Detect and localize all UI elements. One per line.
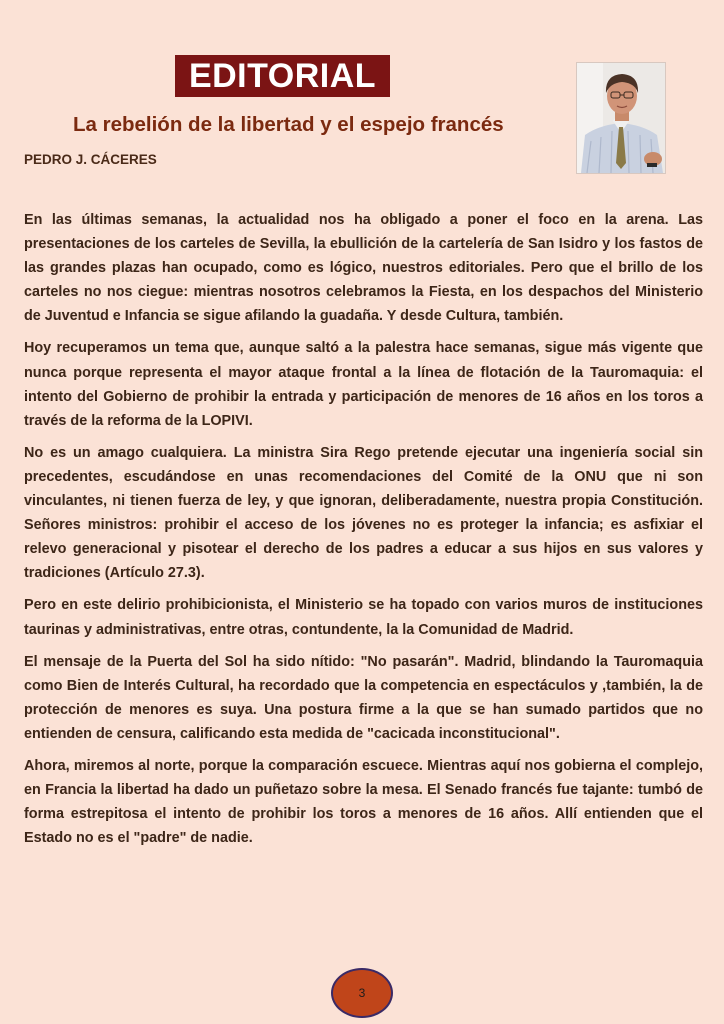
- paragraph: No es un amago cualquiera. La ministra Sira Rego pretende ejecutar una ingeniería social sin precedentes, escudándose en unas recomendaciones del Comité de la ONU que ni son vinculantes, ni tienen fuerza de ley, y que ignoran, deliberadamente, nuestra propia Constitución. Señores ministros: prohibir el acceso de los jóvenes no es proteger la infancia; es asfixiar el relevo generacional y pisotear el derecho de los padres a educar a sus hijos en sus valores y tradiciones (Artículo 27.3).: [24, 444, 703, 582]
- article-body: [24, 208, 703, 858]
- paragraph: Ahora, miremos al norte, porque la comparación escuece. Mientras aquí nos gobierna el complejo, en Francia la libertad ha dado un puñetazo sobre la mesa. El Senado francés fue tajante: tumbó de forma estrepitosa el intento de prohibir los toros a menores de 16 años. Allí entienden que el Estado no es el "padre" de nadie.: [24, 757, 703, 847]
- paragraph: En las últimas semanas, la actualidad nos ha obligado a poner el foco en la arena. Las presentaciones de los carteles de Sevilla, la ebullición de la cartelería de San Isidro y los fastos de las grandes plazas han ocupado, como es lógico, nuestros editoriales. Pero que el brillo de los carteles no nos ciegue: mientras nosotros celebramos la Fiesta, en los despachos del Ministerio de Juventud e Infancia se sigue afilando la guadaña. Y desde Cultura, también.: [24, 212, 703, 325]
- author-portrait-icon: [577, 63, 665, 173]
- author-name: PEDRO J. CÁCERES: [24, 152, 157, 167]
- paragraph: Hoy recuperamos un tema que, aunque saltó a la palestra hace semanas, sigue más vigente que nunca porque representa el mayor ataque frontal a la línea de flotación de la Tauromaquia: el intento del Gobierno de prohibir la entrada y participación de menores de 16 años en los toros a través de la reforma de la LOPIVI.: [24, 340, 703, 429]
- article-title: La rebelión de la libertad y el espejo francés: [73, 113, 504, 136]
- paragraph: El mensaje de la Puerta del Sol ha sido nítido: "No pasarán". Madrid, blindando la Tauromaquia como Bien de Interés Cultural, ha recordado que la competencia en espectáculos y ,también, la de protección de menores es suya. Una postura firme a la que se han sumado partidos que no entienden de censura, calificando esta medida de "cacicada inconstitucional".: [24, 653, 703, 742]
- page-number: 3: [331, 968, 393, 1018]
- author-photo: [576, 62, 666, 174]
- paragraph: Pero en este delirio prohibicionista, el Ministerio se ha topado con varios muros de instituciones taurinas y administrativas, entre otras, contundente, la la Comunidad de Madrid.: [24, 597, 703, 638]
- editorial-badge: EDITORIAL: [175, 55, 390, 97]
